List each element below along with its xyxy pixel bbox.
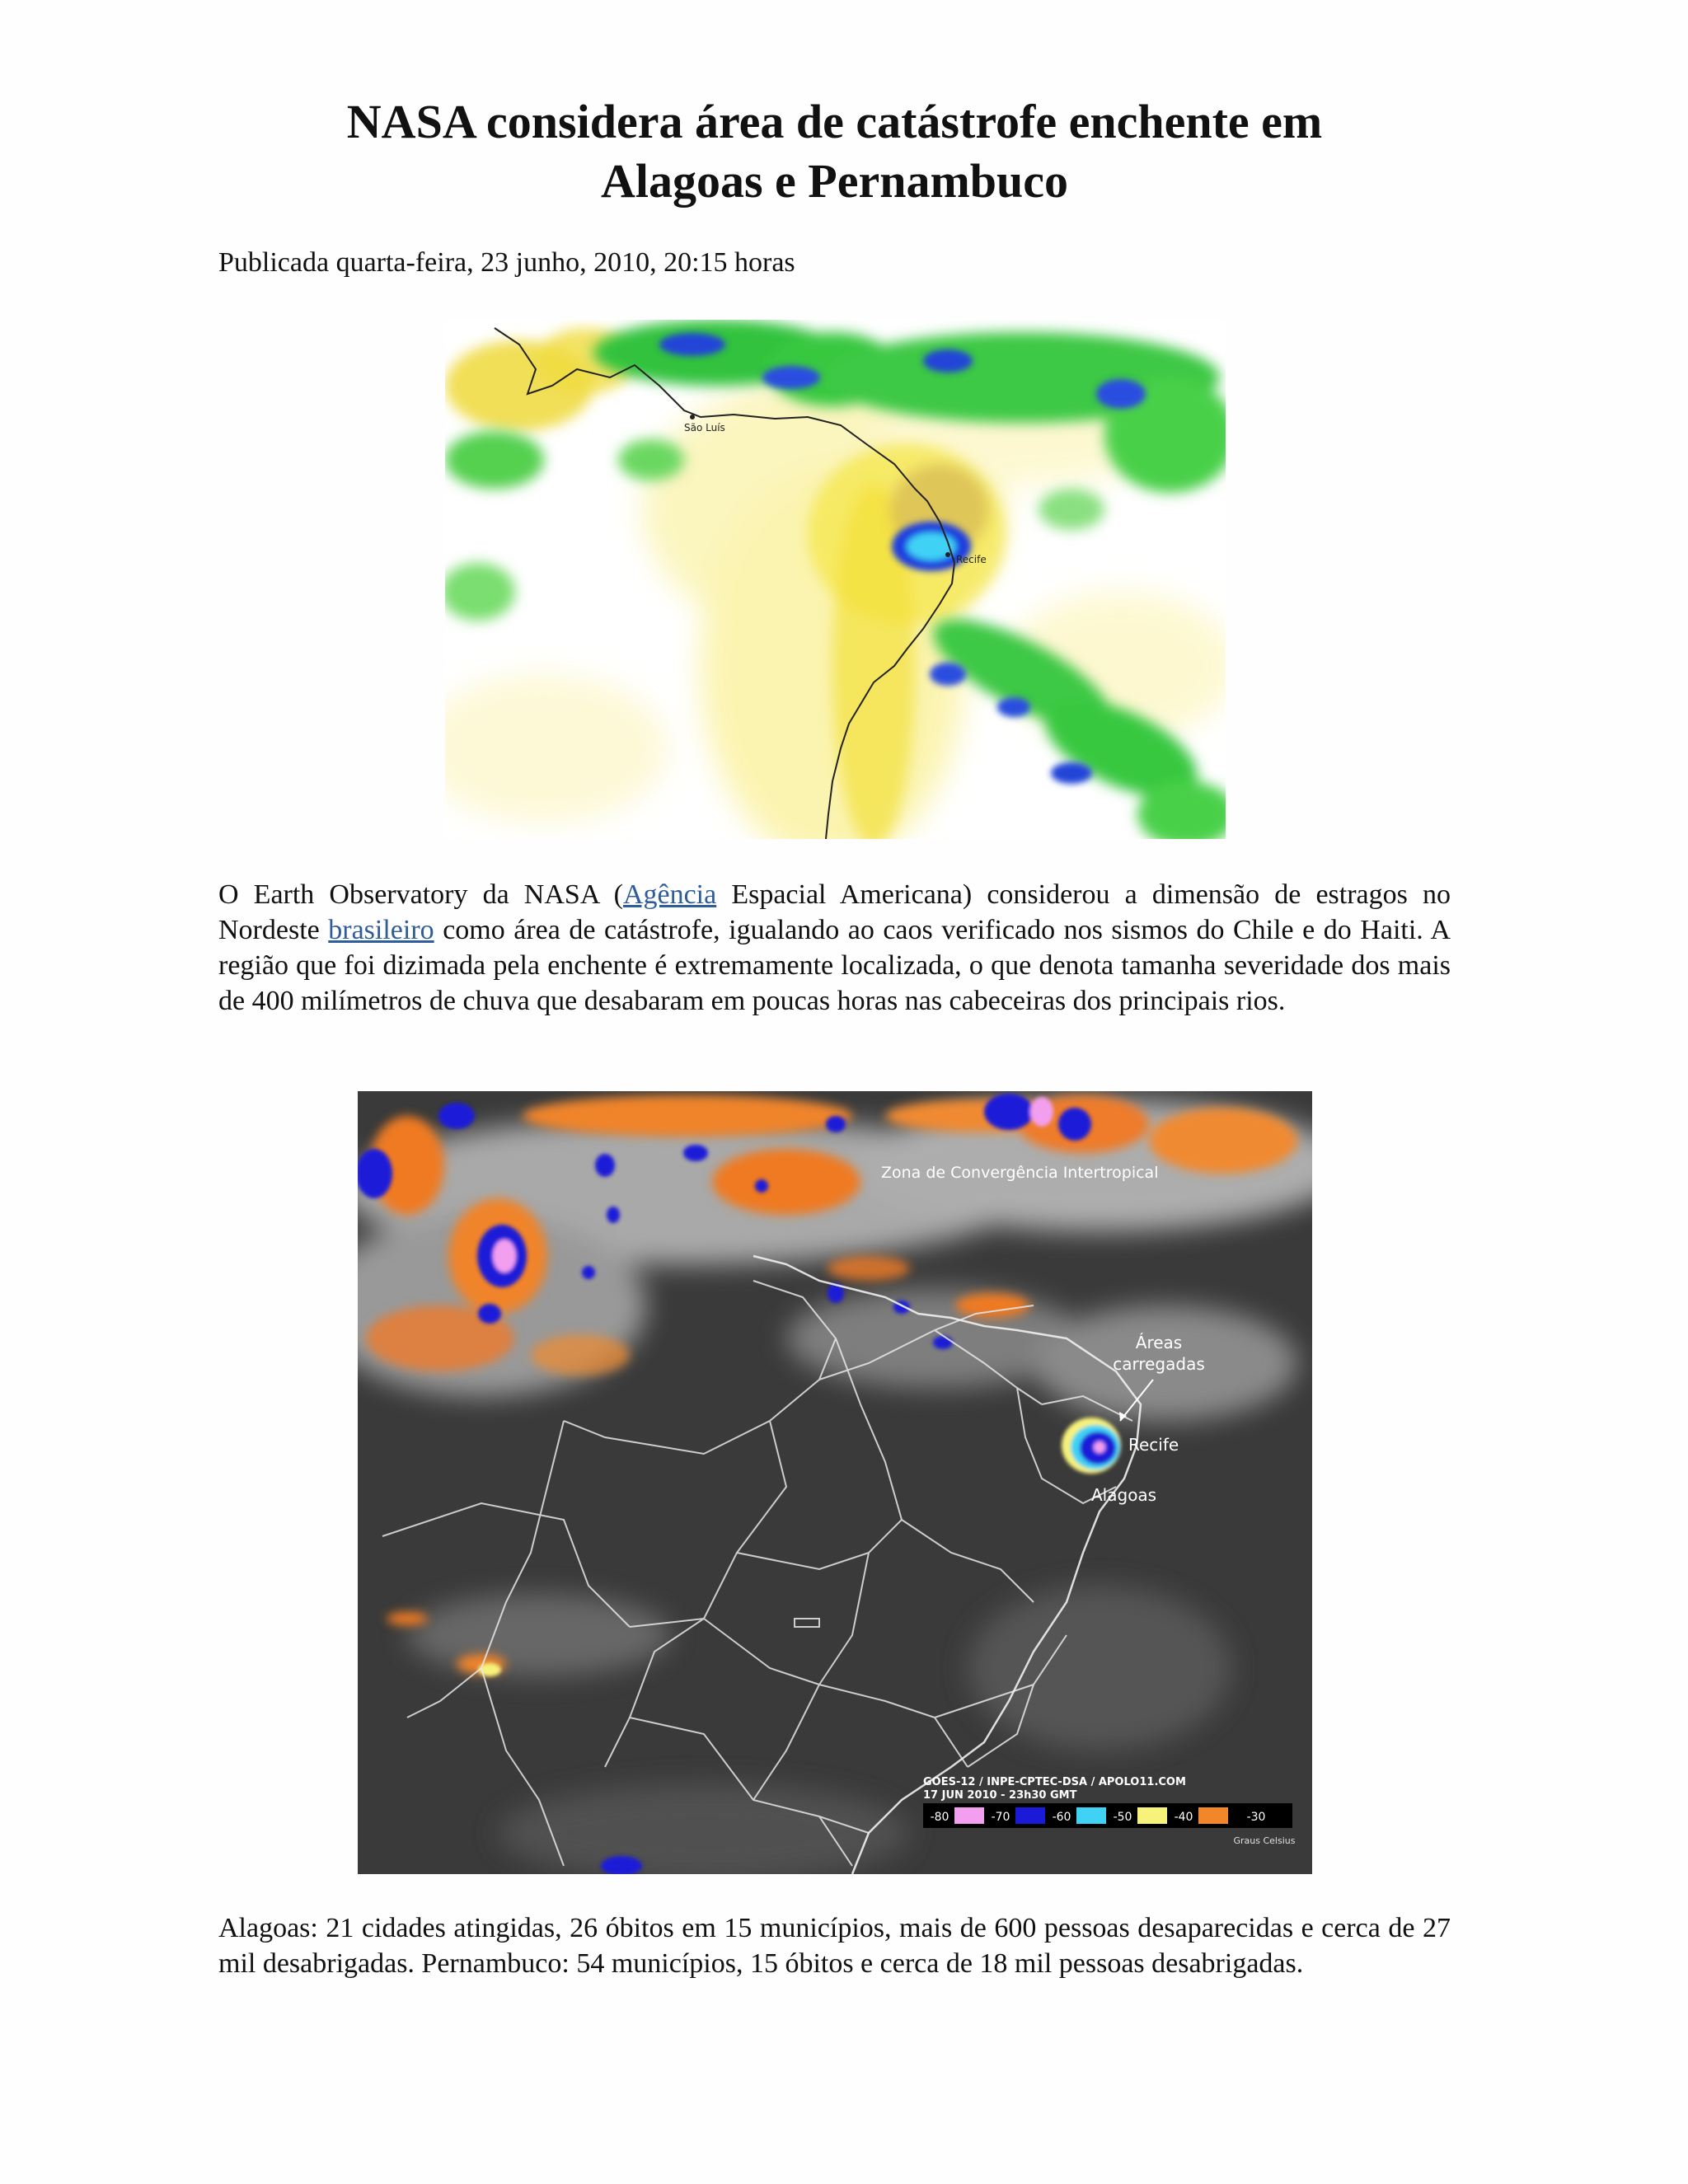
- link-brasileiro[interactable]: brasileiro: [328, 915, 434, 945]
- legend-swatch: [1076, 1807, 1106, 1824]
- label-alagoas: Alagoas: [1091, 1485, 1157, 1505]
- legend-label: -40: [1174, 1811, 1193, 1824]
- legend-unit: Graus Celsius: [1233, 1835, 1296, 1846]
- image-timestamp: 17 JUN 2010 - 23h30 GMT: [923, 1789, 1077, 1802]
- label-areas-carregadas-2: carregadas: [1113, 1354, 1205, 1374]
- legend-label: -80: [930, 1811, 950, 1824]
- label-areas-carregadas-1: Áreas: [1135, 1333, 1183, 1352]
- title-line-2: Alagoas e Pernambuco: [600, 154, 1069, 208]
- infrared-satellite-image: [358, 1091, 1312, 1874]
- legend-swatch: [1015, 1807, 1045, 1824]
- temperature-legend: [923, 1803, 1292, 1828]
- legend-swatch: [954, 1807, 984, 1824]
- label-recife: Recife: [956, 554, 987, 565]
- link-agencia[interactable]: Agência: [622, 879, 717, 910]
- legend-swatch: [1198, 1807, 1228, 1824]
- title-line-1: NASA considera área de catástrofe enchente em: [346, 95, 1323, 148]
- rainfall-map-graphic: [445, 320, 1226, 839]
- paragraph-text-part: Espacial Americana) considerou a dimensão de estragos no Nordeste: [218, 879, 1451, 945]
- legend-label: -60: [1052, 1811, 1071, 1824]
- legend-label: -70: [991, 1811, 1010, 1824]
- rainfall-satellite-map: [445, 320, 1226, 839]
- image-credit: GOES-12 / INPE-CPTEC-DSA / APOLO11.COM: [923, 1776, 1186, 1788]
- label-itcz: Zona de Convergência Intertropical: [881, 1164, 1159, 1182]
- paragraph-casualties: Alagoas: 21 cidades atingidas, 26 óbitos em 15 municípios, mais de 600 pessoas desaparecidas e cerca de 27 mil desabrigadas. Pernambuco: 54 municípios, 15 óbitos e cerca de 18 mil pessoas desabrigadas.: [218, 1913, 1451, 1979]
- article-title: [218, 92, 1451, 211]
- legend-swatch: [1137, 1807, 1167, 1824]
- paragraph-text-part: O Earth Observatory da NASA (: [218, 879, 623, 910]
- infrared-map-graphic: [358, 1091, 1312, 1874]
- paragraph-intro: [218, 877, 1451, 1019]
- publication-date: Publicada quarta-feira, 23 junho, 2010, 20:15 horas: [218, 247, 795, 278]
- label-recife: Recife: [1128, 1435, 1179, 1455]
- legend-label: -50: [1113, 1811, 1132, 1824]
- label-sao-luis: São Luís: [684, 422, 725, 434]
- paragraph-text-part: como área de catástrofe, igualando ao caos verificado nos sismos do Chile e do Haiti. A região que foi dizimada pela enchente é extremamente localizada, o que denota tamanha severidade dos mais de 400 milímetros de chuva que desabaram em poucas horas nas cabeceiras dos principais rios.: [218, 915, 1451, 1016]
- legend-label: -30: [1246, 1811, 1266, 1824]
